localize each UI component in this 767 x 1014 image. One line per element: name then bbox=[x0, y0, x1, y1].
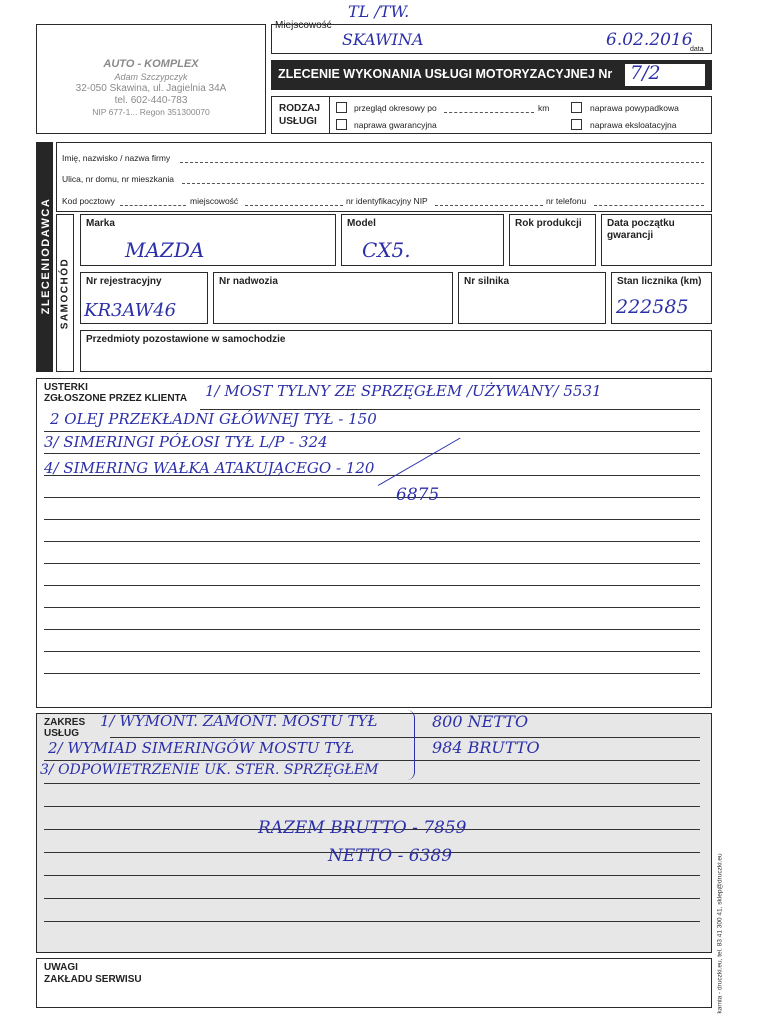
items-label: Przedmioty pozostawione w samochodzie bbox=[86, 334, 286, 345]
name-label: Imię, nazwisko / nazwa firmy bbox=[62, 153, 171, 163]
locality-value-top: TL /TW. bbox=[348, 2, 410, 21]
fault-line-3: 3/ SIMERINGI PÓŁOSI TYŁ L/P - 324 bbox=[44, 433, 328, 451]
make-label: Marka bbox=[86, 218, 115, 229]
km-line bbox=[444, 112, 534, 113]
periodic-checkbox[interactable] bbox=[336, 102, 347, 113]
client-side-label: ZLECENIODAWCA bbox=[40, 197, 52, 315]
form-title: ZLECENIE WYKONANIA USŁUGI MOTORYZACYJNEJ Nr bbox=[278, 67, 613, 81]
stamp-phone: tel. 602-440-783 bbox=[114, 95, 188, 106]
warranty-checkbox[interactable] bbox=[336, 119, 347, 130]
faults-label-2: ZGŁOSZONE PRZEZ KLIENTA bbox=[44, 393, 188, 404]
services-sum-net: NETTO - 6389 bbox=[328, 846, 453, 866]
date-label: data bbox=[690, 46, 704, 53]
locality-value: SKAWINA bbox=[342, 30, 424, 49]
warranty-date-label-2: gwarancji bbox=[607, 230, 654, 241]
faults-rule bbox=[44, 673, 700, 674]
phone-line bbox=[594, 205, 704, 206]
street-line bbox=[182, 183, 704, 184]
services-bracket bbox=[406, 710, 415, 780]
accident-label: naprawa powypadkowa bbox=[590, 103, 679, 113]
date-value: 6.02.2016 bbox=[606, 30, 693, 50]
services-rule bbox=[44, 783, 700, 784]
service-type-label-divider bbox=[329, 96, 330, 134]
faults-rule bbox=[44, 453, 700, 454]
services-label-1: ZAKRES bbox=[44, 717, 86, 728]
remarks-label-2: ZAKŁADU SERWISU bbox=[44, 974, 142, 985]
faults-rule bbox=[44, 585, 700, 586]
postal-line bbox=[120, 205, 186, 206]
service-line-3: 3/ ODPOWIETRZENIE UK. STER. SPRZĘGŁEM bbox=[40, 762, 379, 778]
make-box bbox=[80, 214, 336, 266]
service-line-1: 1/ WYMONT. ZAMONT. MOSTU TYŁ bbox=[100, 712, 378, 730]
stamp-name: AUTO - KOMPLEX bbox=[103, 58, 199, 70]
faults-label-1: USTERKI bbox=[44, 382, 88, 393]
faults-rule bbox=[44, 519, 700, 520]
services-rule bbox=[44, 921, 700, 922]
periodic-label: przegląd okresowy po bbox=[354, 103, 437, 113]
city-line bbox=[245, 205, 343, 206]
services-rule bbox=[44, 760, 700, 761]
street-label: Ulica, nr domu, nr mieszkania bbox=[62, 174, 174, 184]
km-unit: km bbox=[538, 103, 550, 113]
services-rule bbox=[110, 737, 700, 738]
services-gross: 984 BRUTTO bbox=[432, 738, 540, 757]
service-type-label-1: RODZAJ bbox=[279, 103, 321, 114]
warranty-date-label-1: Data początku bbox=[607, 218, 675, 229]
services-rule bbox=[44, 875, 700, 876]
faults-rule bbox=[44, 497, 700, 498]
stamp-address: 32-050 Skawina, ul. Jagielnia 34A bbox=[75, 83, 227, 94]
side-print: karnia - druczki.eu, tel. 83 41 300 41, sklep@druczki.eu bbox=[716, 853, 724, 1014]
city-label: miejscowość bbox=[190, 196, 239, 206]
faults-rule bbox=[44, 563, 700, 564]
model-value: CX5. bbox=[362, 238, 411, 262]
service-line-2: 2/ WYMIAD SIMERINGÓW MOSTU TYŁ bbox=[48, 739, 355, 757]
faults-rule bbox=[44, 607, 700, 608]
fault-line-1: 1/ MOST TYLNY ZE SPRZĘGŁEM /UŻYWANY/ 5531 bbox=[205, 382, 602, 400]
accident-checkbox[interactable] bbox=[571, 102, 582, 113]
services-label-2: USŁUG bbox=[44, 728, 79, 739]
make-value: MAZDA bbox=[125, 238, 205, 262]
remarks-label-1: UWAGI bbox=[44, 962, 78, 973]
warranty-label: naprawa gwarancyjna bbox=[354, 120, 437, 130]
services-rule bbox=[44, 806, 700, 807]
model-label: Model bbox=[347, 218, 376, 229]
postal-label: Kod pocztowy bbox=[62, 196, 115, 206]
services-net: 800 NETTO bbox=[432, 712, 529, 731]
services-rule bbox=[44, 898, 700, 899]
engine-label: Nr silnika bbox=[464, 276, 510, 287]
stamp-ids: NIP 677-1... Regon 351300070 bbox=[92, 107, 210, 117]
name-line bbox=[180, 162, 704, 163]
service-type-label-2: USŁUGI bbox=[279, 116, 317, 127]
nip-line bbox=[435, 205, 543, 206]
fault-line-2: 2 OLEJ PRZEKŁADNI GŁÓWNEJ TYŁ - 150 bbox=[50, 410, 377, 428]
odometer-value: 222585 bbox=[616, 296, 689, 318]
services-sum-gross: RAZEM BRUTTO - 7859 bbox=[258, 818, 467, 838]
reg-label: Nr rejestracyjny bbox=[86, 276, 162, 287]
reg-value: KR3AW46 bbox=[84, 300, 177, 321]
order-number: 7/2 bbox=[630, 62, 661, 84]
stamp-owner: Adam Szczypczyk bbox=[114, 72, 188, 82]
year-label: Rok produkcji bbox=[515, 218, 582, 229]
vin-label: Nr nadwozia bbox=[219, 276, 278, 287]
phone-label: nr telefonu bbox=[546, 196, 587, 206]
faults-rule bbox=[44, 541, 700, 542]
faults-rule bbox=[44, 651, 700, 652]
faults-total: 6875 bbox=[396, 485, 440, 505]
odometer-label: Stan licznika (km) bbox=[617, 276, 702, 287]
nip-label: nr identyfikacyjny NIP bbox=[346, 196, 428, 206]
vehicle-side-label: SAMOCHÓD bbox=[59, 257, 71, 330]
fault-line-4: 4/ SIMERING WAŁKA ATAKUJĄCEGO - 120 bbox=[44, 459, 375, 477]
faults-rule bbox=[44, 431, 700, 432]
operational-label: naprawa eksloatacyjna bbox=[590, 120, 677, 130]
operational-checkbox[interactable] bbox=[571, 119, 582, 130]
faults-rule bbox=[44, 629, 700, 630]
locality-label: Miejscowość bbox=[275, 20, 332, 31]
